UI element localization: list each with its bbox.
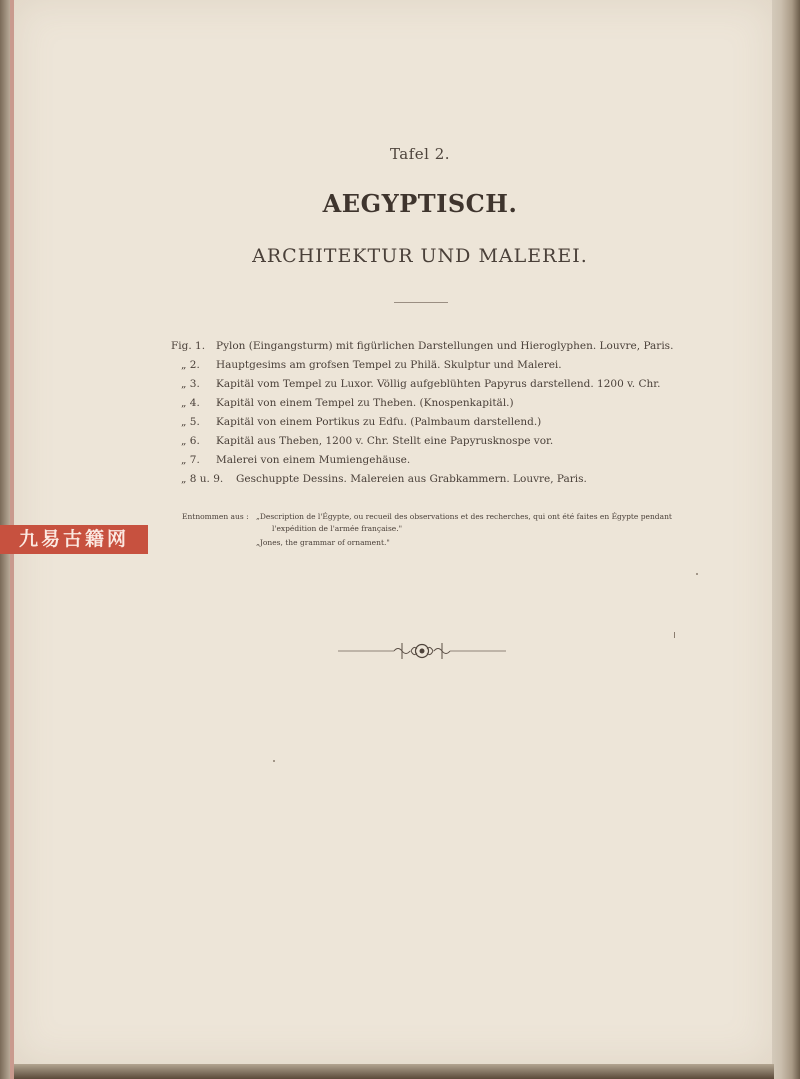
figure-number: „ 7.	[181, 454, 200, 466]
figure-number: „ 5.	[181, 416, 200, 428]
figure-number: Fig. 1.	[171, 340, 206, 352]
source-line: „Jones, the grammar of ornament."	[256, 538, 390, 547]
figure-number: „ 3.	[181, 378, 200, 390]
source-line: l'expédition de l'armée française."	[272, 524, 403, 533]
figure-number: „ 4.	[181, 397, 200, 409]
paper-speck	[674, 632, 675, 638]
figure-description: Hauptgesims am grofsen Tempel zu Philä. Skulptur und Malerei.	[216, 359, 562, 371]
watermark-badge: 九易古籍网	[0, 525, 148, 554]
list-item	[14, 359, 734, 378]
ornament-flourish-icon	[338, 639, 506, 663]
book-bottom-edge	[14, 1064, 774, 1079]
source-label: Entnommen aus :	[182, 512, 249, 521]
figure-description: Malerei von einem Mumiengehäuse.	[216, 454, 411, 466]
figure-list	[14, 340, 734, 492]
list-item	[14, 435, 734, 454]
paper-speck	[696, 573, 698, 575]
figure-description: Geschuppte Dessins. Malereien aus Grabkammern. Louvre, Paris.	[236, 473, 587, 485]
paper-speck	[273, 760, 275, 762]
list-item	[14, 397, 734, 416]
list-item	[14, 378, 734, 397]
figure-description: Kapitäl aus Theben, 1200 v. Chr. Stellt eine Papyrusknospe vor.	[216, 435, 554, 447]
list-item	[14, 340, 734, 359]
page-subtitle: ARCHITEKTUR UND MALEREI.	[252, 245, 588, 267]
page-title: AEGYPTISCH.	[322, 189, 518, 218]
figure-description: Kapitäl von einem Tempel zu Theben. (Knospenkapitäl.)	[216, 397, 514, 409]
title-divider	[394, 302, 448, 303]
source-line: „Description de l'Égypte, ou recueil des observations et des recherches, qui ont été faites en Égypte pendant	[256, 512, 672, 521]
list-item	[14, 473, 734, 492]
figure-number: „ 8 u. 9.	[181, 473, 224, 485]
figure-number: „ 2.	[181, 359, 200, 371]
plate-number: Tafel 2.	[389, 145, 451, 163]
figure-description: Kapitäl vom Tempel zu Luxor. Völlig aufgeblühten Papyrus darstellend. 1200 v. Chr.	[216, 378, 661, 390]
list-item	[14, 416, 734, 435]
figure-description: Pylon (Eingangsturm) mit figürlichen Darstellungen und Hieroglyphen. Louvre, Paris.	[216, 340, 674, 352]
list-item	[14, 454, 734, 473]
figure-description: Kapitäl von einem Portikus zu Edfu. (Palmbaum darstellend.)	[216, 416, 542, 428]
figure-number: „ 6.	[181, 435, 200, 447]
